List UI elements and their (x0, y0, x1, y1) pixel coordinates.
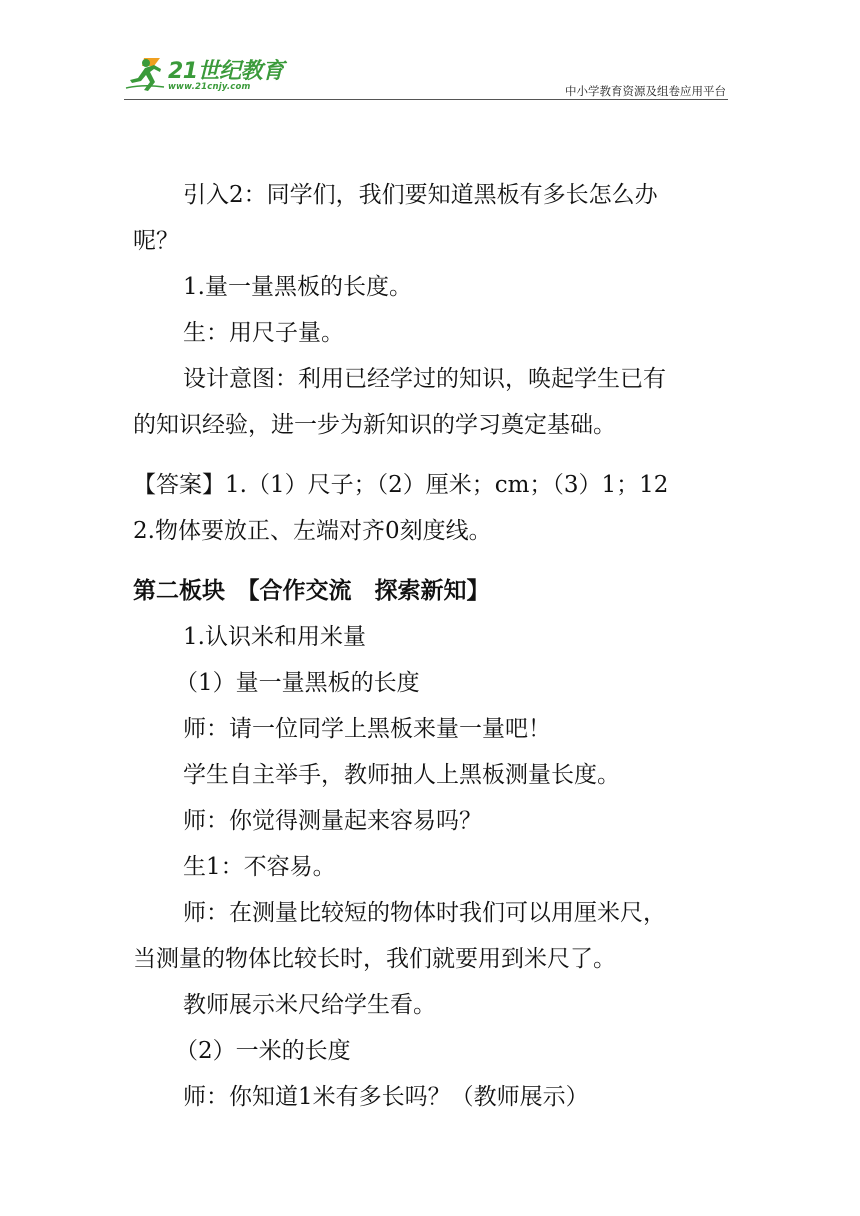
logo (124, 52, 294, 98)
header-divider (124, 99, 728, 100)
document-body (133, 172, 733, 1120)
paragraph-line: 的知识经验，进一步为新知识的学习奠定基础。 (133, 412, 616, 438)
paragraph-line: （2）一米的长度 (175, 1038, 351, 1064)
answer-line: 【答案】1.（1）尺子；（2）厘米；cm；（3）1；12 (133, 472, 669, 498)
logo-url: www.21cnjy.com (168, 82, 251, 92)
logo-text: 21世纪教育 (168, 59, 284, 84)
paragraph-line: 生1：不容易。 (183, 854, 336, 880)
paragraph-line: 教师展示米尺给学生看。 (183, 992, 436, 1018)
paragraph-line: 1.量一量黑板的长度。 (183, 274, 412, 300)
answer-line: 2.物体要放正、左端对齐0刻度线。 (133, 518, 492, 544)
paragraph-line: 当测量的物体比较长时，我们就要用到米尺了。 (133, 946, 616, 972)
section-heading: 第二板块 【合作交流 探索新知】 (133, 577, 490, 604)
paragraph-line: 1.认识米和用米量 (183, 624, 366, 650)
platform-name: 中小学教育资源及组卷应用平台 (565, 84, 726, 98)
paragraph-line: 学生自主举手，教师抽人上黑板测量长度。 (183, 762, 620, 788)
runner-logo-icon (124, 54, 168, 94)
paragraph-line: 生：用尺子量。 (183, 320, 344, 346)
page-header (124, 52, 728, 102)
paragraph-line: 设计意图：利用已经学过的知识，唤起学生已有 (183, 366, 666, 392)
paragraph-line: 师：在测量比较短的物体时我们可以用厘米尺， (183, 900, 666, 926)
paragraph-line: 师：你觉得测量起来容易吗？ (183, 808, 482, 834)
paragraph-line: （1）量一量黑板的长度 (175, 670, 420, 696)
paragraph-line: 呢？ (133, 228, 179, 254)
paragraph-line: 师：请一位同学上黑板来量一量吧！ (183, 716, 551, 742)
paragraph-line: 引入2：同学们，我们要知道黑板有多长怎么办 (183, 182, 658, 208)
paragraph-line: 师：你知道1米有多长吗？（教师展示） (183, 1084, 589, 1110)
